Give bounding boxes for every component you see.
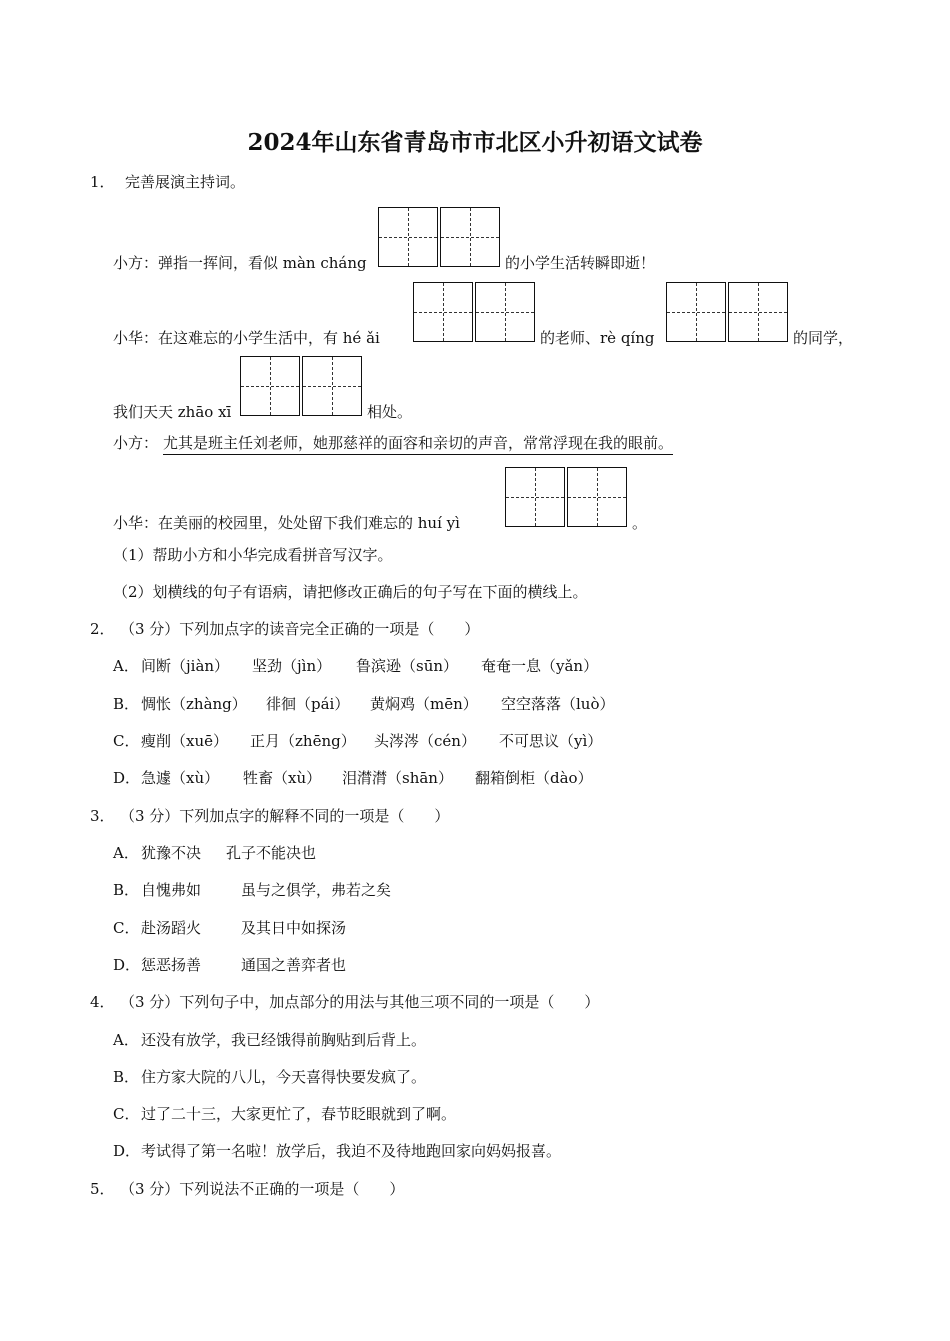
q3-option-a-letter[interactable]: A．	[113, 844, 139, 862]
q2-option-d-item: 牲畜（xù）	[243, 769, 322, 787]
q2-option-b-letter[interactable]: B．	[113, 695, 140, 713]
q3-option-d-letter[interactable]: D．	[113, 956, 141, 974]
char-box[interactable]	[440, 207, 500, 267]
char-box[interactable]	[378, 207, 438, 267]
q3-option-d-first: 惩恶扬善	[141, 956, 202, 974]
q1-line5-post: 。	[632, 514, 648, 532]
q4-option-b-text: 住方家大院的八儿，今天喜得快要发疯了。	[141, 1068, 427, 1086]
char-box[interactable]	[666, 282, 726, 342]
tianzige-hui-yi[interactable]	[505, 467, 629, 529]
q1-line3-pre: 我们天天 zhāo xī	[113, 403, 232, 421]
q2-option-c-item: 瘦削（xuē）	[141, 732, 228, 750]
q3-option-d-second: 通国之善弈者也	[241, 956, 347, 974]
char-box[interactable]	[302, 356, 362, 416]
q2-option-b-item: 空空落落（luò）	[501, 695, 615, 713]
tianzige-man-chang[interactable]	[378, 207, 502, 269]
q3-option-c-letter[interactable]: C．	[113, 919, 140, 937]
q3-option-a-first: 犹豫不决	[141, 844, 202, 862]
q2-option-a-item: 奄奄一息（yǎn）	[481, 657, 599, 675]
exam-title: 2024年山东省青岛市市北区小升初语文试卷	[247, 129, 703, 156]
q3-stem: （3 分）下列加点字的解释不同的一项是（ ）	[120, 807, 450, 825]
q1-line2-pre: 小华：在这难忘的小学生活中，有 hé ǎi	[113, 329, 380, 347]
q4-number: 4．	[90, 993, 115, 1011]
char-box[interactable]	[240, 356, 300, 416]
q2-option-b-item: 徘徊（pái）	[266, 695, 350, 713]
q5-stem: （3 分）下列说法不正确的一项是（ ）	[120, 1180, 405, 1198]
char-box[interactable]	[567, 467, 627, 527]
char-box[interactable]	[505, 467, 565, 527]
q1-line1-pre: 小方：弹指一挥间，看似 màn cháng	[113, 254, 367, 272]
q2-option-c-item: 头涔涔（cén）	[374, 732, 476, 750]
q2-option-d-letter[interactable]: D．	[113, 769, 141, 787]
q2-number: 2．	[90, 620, 115, 638]
q2-option-d-item: 急遽（xù）	[141, 769, 220, 787]
tianzige-re-qing[interactable]	[666, 282, 790, 344]
underlined-sentence: 尤其是班主任刘老师，她那慈祥的面容和亲切的声音，常常浮现在我的眼前。	[163, 433, 673, 455]
q2-option-a-item: 间断（jiàn）	[141, 657, 230, 675]
q3-option-c-second: 及其日中如探汤	[241, 919, 347, 937]
q1-line1-post: 的小学生活转瞬即逝！	[505, 254, 656, 272]
tianzige-he-ai[interactable]	[413, 282, 537, 344]
char-box[interactable]	[475, 282, 535, 342]
tianzige-zhao-xi[interactable]	[240, 356, 364, 418]
q1-sub1: （1）帮助小方和小华完成看拼音写汉字。	[113, 546, 393, 564]
q2-option-a-item: 鲁滨逊（sūn）	[356, 657, 459, 675]
q3-option-a-second: 孔子不能决也	[226, 844, 317, 862]
q3-number: 3．	[90, 807, 115, 825]
q4-option-c-letter[interactable]: C．	[113, 1105, 140, 1123]
char-box[interactable]	[728, 282, 788, 342]
q2-option-b-item: 黄焖鸡（mēn）	[370, 695, 478, 713]
q4-stem: （3 分）下列句子中，加点部分的用法与其他三项不同的一项是（ ）	[120, 993, 600, 1011]
q2-option-d-item: 翻箱倒柜（dào）	[475, 769, 593, 787]
q5-number: 5．	[90, 1180, 115, 1198]
q4-option-a-text: 还没有放学，我已经饿得前胸贴到后背上。	[141, 1031, 427, 1049]
q4-option-d-text: 考试得了第一名啦！放学后，我迫不及待地跑回家向妈妈报喜。	[141, 1142, 562, 1160]
q1-line2-mid: 的老师、rè qíng	[540, 329, 655, 347]
q2-option-c-item: 正月（zhēng）	[250, 732, 356, 750]
q1-number: 1．	[90, 173, 115, 191]
q2-stem: （3 分）下列加点字的读音完全正确的一项是（ ）	[120, 620, 480, 638]
q3-option-b-first: 自愧弗如	[141, 881, 202, 899]
q2-option-a-letter[interactable]: A．	[113, 657, 139, 675]
q4-option-d-letter[interactable]: D．	[113, 1142, 141, 1160]
q1-line3-post: 相处。	[367, 403, 413, 421]
q2-option-d-item: 泪潸潸（shān）	[342, 769, 453, 787]
q1-line4-speaker: 小方：	[113, 434, 159, 452]
q4-option-a-letter[interactable]: A．	[113, 1031, 139, 1049]
q1-line5-pre: 小华：在美丽的校园里，处处留下我们难忘的 huí yì	[113, 514, 460, 532]
q1-sub2: （2）划横线的句子有语病，请把修改正确后的句子写在下面的横线上。	[113, 583, 588, 601]
q3-option-b-second: 虽与之俱学，弗若之矣	[241, 881, 392, 899]
q2-option-c-letter[interactable]: C．	[113, 732, 140, 750]
q2-option-b-item: 惆怅（zhàng）	[141, 695, 247, 713]
q2-option-a-item: 坚劲（jìn）	[252, 657, 332, 675]
q2-option-c-item: 不可思议（yì）	[499, 732, 603, 750]
q4-option-c-text: 过了二十三，大家更忙了，春节眨眼就到了啊。	[141, 1105, 457, 1123]
q4-option-b-letter[interactable]: B．	[113, 1068, 140, 1086]
char-box[interactable]	[413, 282, 473, 342]
q3-option-b-letter[interactable]: B．	[113, 881, 140, 899]
q3-option-c-first: 赴汤蹈火	[141, 919, 202, 937]
q1-line2-post: 的同学，	[793, 329, 854, 347]
q1-stem: 完善展演主持词。	[125, 173, 246, 191]
